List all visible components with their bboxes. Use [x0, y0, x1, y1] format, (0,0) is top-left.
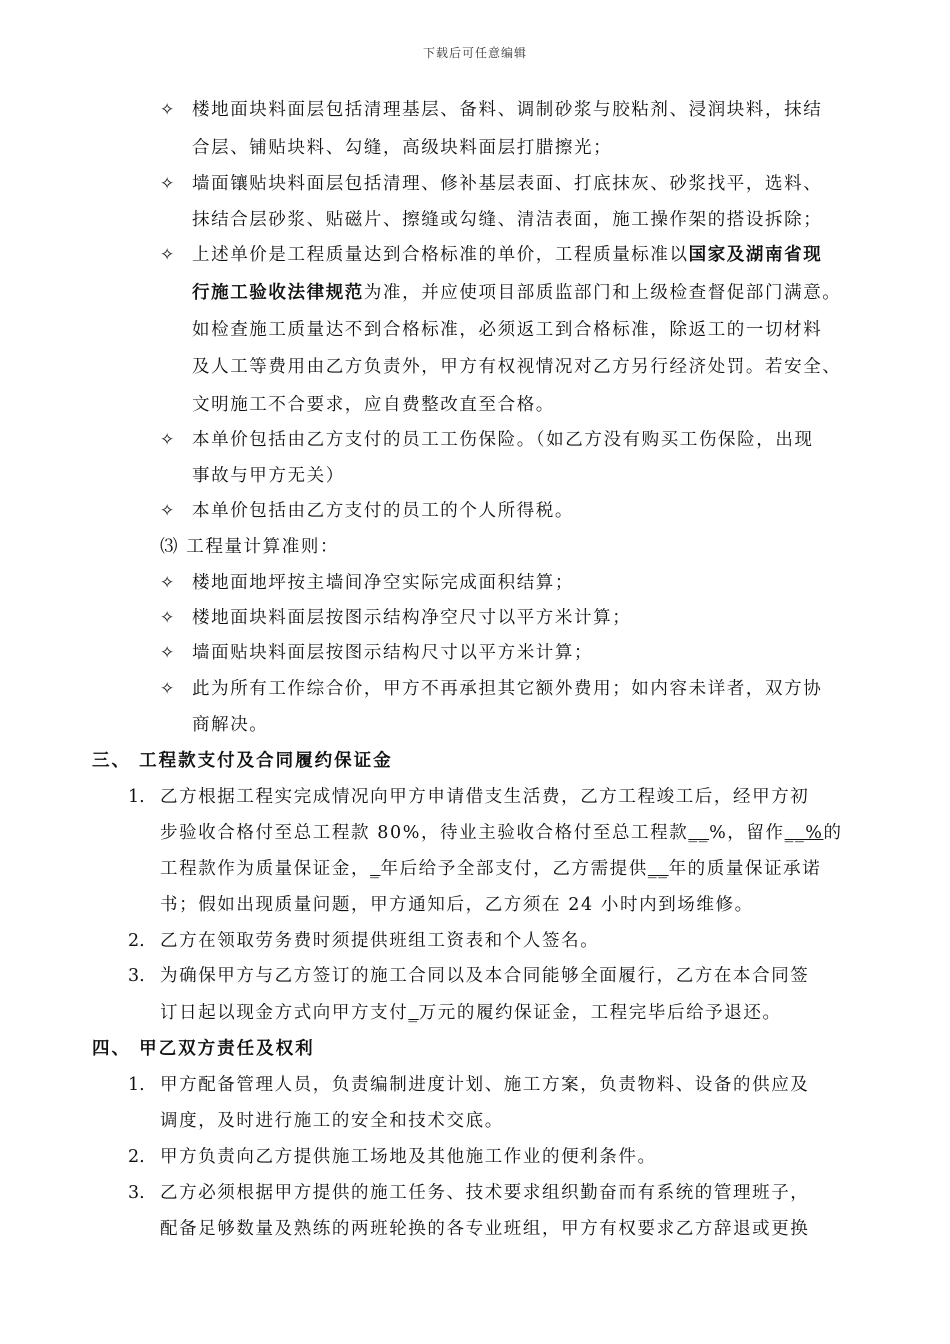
bullet-icon: ✧: [160, 643, 175, 663]
blank-field: __: [647, 859, 669, 879]
item-number: 3.: [128, 1183, 145, 1203]
paragraph-line: 甲方配备管理人员，负责编制进度计划、施工方案，负责物料、设备的供应及: [160, 1075, 810, 1095]
item-number: 1.: [128, 787, 145, 807]
bold-text: 行施工验收法律规范: [192, 283, 364, 303]
paragraph-line: 调度，及时进行施工的安全和技术交底。: [160, 1111, 504, 1131]
text-span: 为准，并应使项目部质监部门和上级检查督促部门满意。: [363, 283, 842, 303]
paragraph-line: 乙方根据工程实完成情况向甲方申请借支生活费，乙方工程竣工后，经甲方初: [160, 787, 810, 807]
subheading: ⑶ 工程量计算准则：: [160, 537, 340, 557]
bullet-icon: ✧: [160, 573, 175, 593]
paragraph-line: 事故与甲方无关）: [192, 466, 345, 486]
paragraph-line: 为确保甲方与乙方签订的施工合同以及本合同能够全面履行，乙方在本合同签: [160, 966, 810, 986]
text-span: 年后给予全部支付，乙方需提供: [380, 859, 648, 879]
item-number: 2.: [128, 931, 145, 951]
paragraph-line: 本单价包括由乙方支付的员工的个人所得税。: [192, 501, 574, 521]
paragraph-line: [160, 821, 843, 845]
paragraph-line: 楼地面块料面层按图示结构净空尺寸以平方米计算；: [192, 608, 632, 628]
bullet-icon: ✧: [160, 100, 175, 120]
blank-field: _: [370, 859, 381, 879]
text-span: %，留作: [709, 823, 785, 843]
text-span: 订日起以现金方式向甲方支付: [160, 1003, 409, 1023]
paragraph-line: 墙面镶贴块料面层包括清理、修补基层表面、打底抹灰、砂浆找平，选料、: [192, 174, 823, 194]
paragraph-line: 本单价包括由乙方支付的员工工伤保险。（如乙方没有购买工伤保险，出现: [192, 430, 814, 450]
paragraph-line: 文明施工不合要求，应自费整改直至合格。: [192, 395, 555, 415]
paragraph-line: 楼地面块料面层包括清理基层、备料、调制砂浆与胶粘剂、浸润块料，抹结: [192, 100, 823, 120]
item-number: 2.: [128, 1147, 145, 1167]
text-span: 万元的履约保证金，工程完毕后给予退还。: [418, 1003, 782, 1023]
paragraph-line: 墙面贴块料面层按图示结构尺寸以平方米计算；: [192, 643, 594, 663]
bold-text: 国家及湖南省现: [688, 245, 823, 265]
paragraph-line: 楼地面地坪按主墙间净空实际完成面积结算；: [192, 573, 574, 593]
page-header: 下载后可任意编辑: [422, 46, 527, 60]
paragraph-line: 乙方必须根据甲方提供的施工任务、技术要求组织勤奋而有系统的管理班子，: [160, 1183, 810, 1203]
paragraph-line: [192, 243, 822, 267]
bullet-icon: ✧: [160, 174, 175, 194]
paragraph-line: [160, 1001, 782, 1025]
paragraph-line: [160, 857, 821, 881]
text-span: 年的质量保证承诺: [668, 859, 822, 879]
paragraph-line: 甲方负责向乙方提供施工场地及其他施工作业的便利条件。: [160, 1147, 657, 1167]
bullet-icon: ✧: [160, 430, 175, 450]
blank-field: __%: [784, 823, 824, 843]
paragraph-line: 乙方在领取劳务费时须提供班组工资表和个人签名。: [160, 931, 600, 951]
text-span: 上述单价是工程质量达到合格标准的单价，工程质量标准以: [192, 245, 689, 265]
paragraph-line: 抹结合层砂浆、贴磁片、擦缝或勾缝、清洁表面，施工操作架的搭设拆除；: [192, 210, 823, 230]
text-span: 的: [823, 823, 843, 843]
paragraph-line: 合层、铺贴块料、勾缝，高级块料面层打腊擦光；: [192, 138, 613, 158]
paragraph-line: 商解决。: [192, 715, 269, 735]
bullet-icon: ✧: [160, 245, 175, 265]
paragraph-line: [192, 281, 841, 305]
paragraph-line: 书；假如出现质量问题，甲方通知后，乙方须在 24 小时内到场维修。: [160, 895, 754, 915]
section-heading: 四、 甲乙双方责任及权利: [92, 1039, 315, 1059]
paragraph-line: 及人工等费用由乙方负责外，甲方有权视情况对乙方另行经济处罚。若安全、: [192, 357, 842, 377]
paragraph-line: 配备足够数量及熟练的两班轮换的各专业班组，甲方有权要求乙方辞退或更换: [160, 1219, 810, 1239]
text-span: 步验收合格付至总工程款 80%，待业主验收合格付至总工程款: [160, 823, 689, 843]
bullet-icon: ✧: [160, 501, 175, 521]
text-span: 工程款作为质量保证金，: [160, 859, 371, 879]
paragraph-line: 如检查施工质量达不到合格标准，必须返工到合格标准，除返工的一切材料: [192, 320, 823, 340]
paragraph-line: 此为所有工作综合价，甲方不再承担其它额外费用；如内容未详者，双方协: [192, 679, 823, 699]
item-number: 3.: [128, 966, 145, 986]
bullet-icon: ✧: [160, 679, 175, 699]
blank-field: __: [688, 823, 710, 843]
bullet-icon: ✧: [160, 608, 175, 628]
blank-field: _: [408, 1003, 419, 1023]
item-number: 1.: [128, 1075, 145, 1095]
section-heading: 三、 工程款支付及合同履约保证金: [92, 751, 393, 771]
